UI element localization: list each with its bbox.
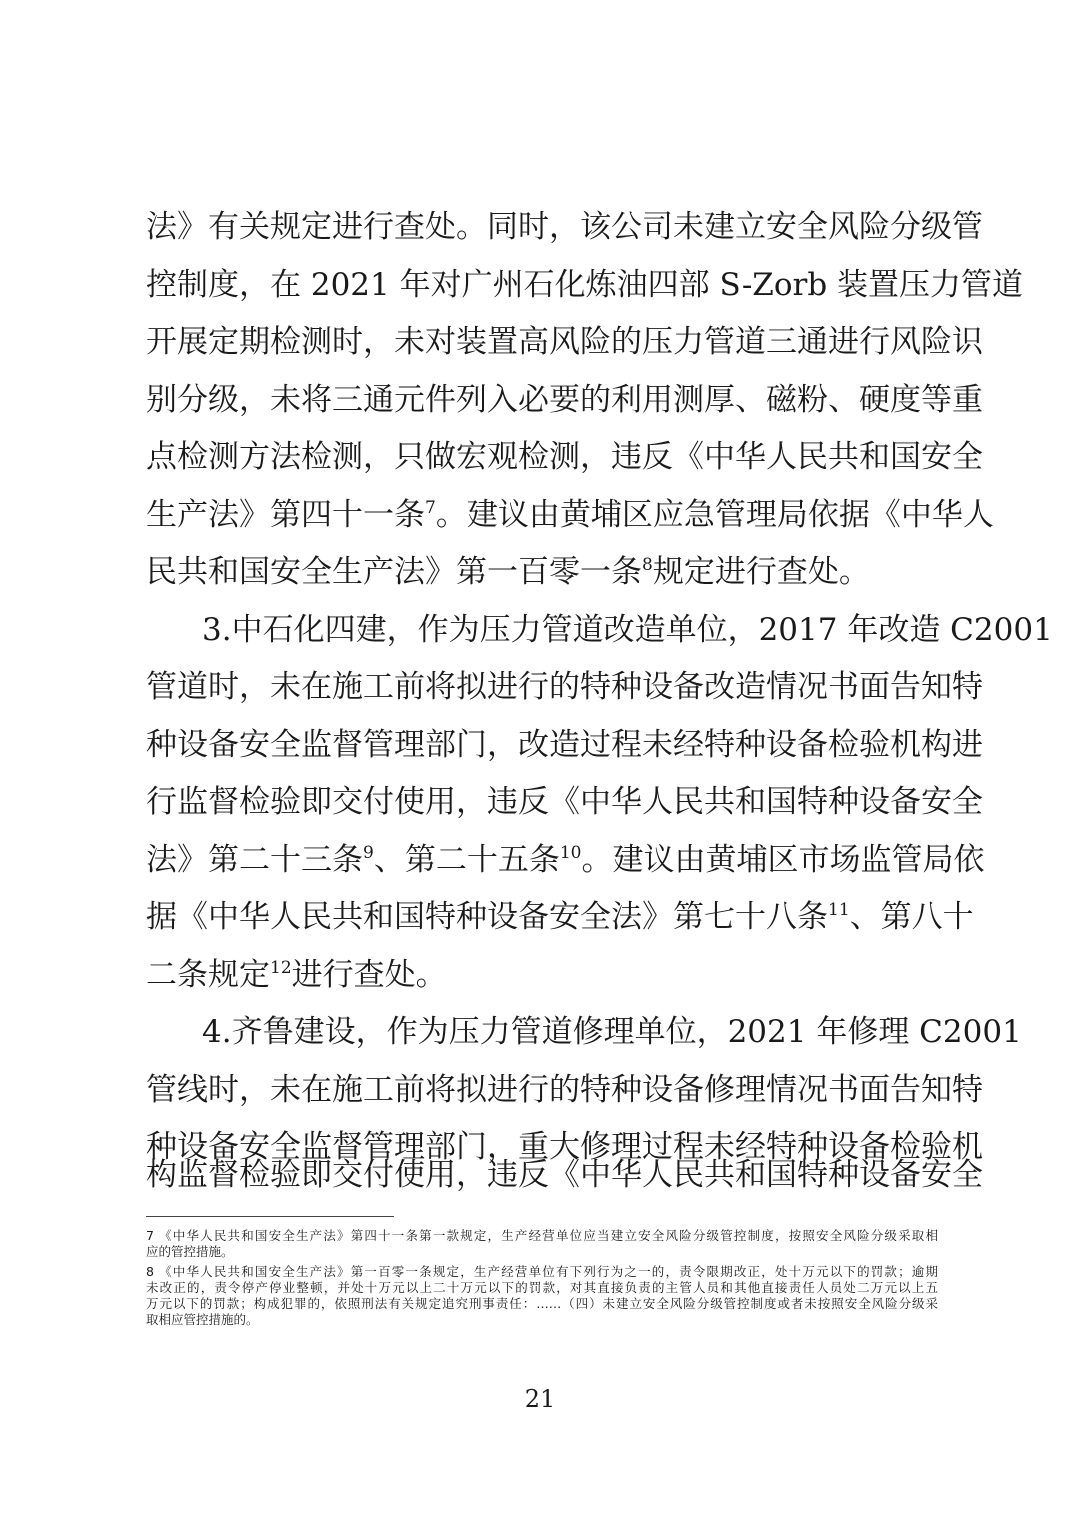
footnote-line: 万元以下的罚款；构成犯罪的，依照刑法有关规定追究刑事责任：……（四）未建立安全风险分级管控制度或者未按照安全风险分级采 [146, 1296, 938, 1311]
page-number: 21 [524, 1385, 556, 1413]
body-line: 法》第二十三条$^9$、第二十五条$^{10}$。建议由黄埔区市场监管局依 [146, 842, 985, 878]
footnote-line: 未改正的，责令停产停业整顿，并处十万元以上二十万元以下的罚款，对其直接负责的主管人员和其他直接责任人员处二万元以上五 [146, 1280, 938, 1295]
footnote-ref: 7 [425, 498, 436, 518]
body-line: 别分级，未将三通元件列入必要的利用测厚、磁粉、硬度等重 [146, 382, 983, 418]
footnote-ref: 11 [828, 900, 850, 920]
body-line: 3.中石化四建，作为压力管道改造单位，2017 年改造 C2001 [202, 612, 1053, 648]
body-line: 控制度，在 2021 年对广州石化炼油四部 S-Zorb 装置压力管道 [146, 267, 1024, 303]
footnote-divider [146, 1216, 394, 1217]
body-line: 行监督检验即交付使用，违反《中华人民共和国特种设备安全 [146, 784, 983, 820]
footnote-line: 8 《中华人民共和国安全生产法》第一百零一条规定，生产经营单位有下列行为之一的，责令限期改正，处十万元以下的罚款；逾期 [146, 1264, 938, 1279]
body-line: 管道时，未在施工前将拟进行的特种设备改造情况书面告知特 [146, 669, 983, 705]
footnote-ref: 12 [270, 958, 292, 978]
body-line: 点检测方法检测，只做宏观检测，违反《中华人民共和国安全 [146, 439, 983, 475]
body-line: 4.齐鲁建设，作为压力管道修理单位，2021 年修理 C2001 [202, 1014, 1022, 1050]
footnote-line: 7 《中华人民共和国安全生产法》第四十一条第一款规定，生产经营单位应当建立安全风险分级管控制度，按照安全风险分级采取相 [146, 1228, 938, 1243]
body-line: 二条规定$^{12}$进行查处。 [146, 957, 447, 993]
footnote-line: 取相应管控措施的。 [146, 1312, 259, 1327]
body-line: 民共和国安全生产法》第一百零一条$^8$规定进行查处。 [146, 554, 870, 590]
footnote-ref: 10 [559, 843, 582, 863]
body-line: 种设备安全监督管理部门，重大修理过程未经特种设备检验机 [146, 1129, 983, 1165]
footnote-line: 应的管控措施。 [146, 1244, 234, 1259]
body-line: 构监督检验即交付使用，违反《中华人民共和国特种设备安全 [146, 1157, 983, 1193]
body-line: 种设备安全监督管理部门，改造过程未经特种设备检验机构进 [146, 727, 983, 763]
body-line: 开展定期检测时，未对装置高风险的压力管道三通进行风险识 [146, 324, 983, 360]
body-line: 法》有关规定进行查处。同时，该公司未建立安全风险分级管 [146, 209, 983, 245]
footnote-ref: 8 [642, 555, 653, 575]
footnote-ref: 9 [363, 843, 374, 863]
body-line: 管线时，未在施工前将拟进行的特种设备修理情况书面告知特 [146, 1072, 983, 1108]
body-line: 据《中华人民共和国特种设备安全法》第七十八条$^{11}$、第八十 [146, 899, 974, 935]
body-line: 生产法》第四十一条$^7$。建议由黄埔区应急管理局依据《中华人 [146, 497, 994, 533]
